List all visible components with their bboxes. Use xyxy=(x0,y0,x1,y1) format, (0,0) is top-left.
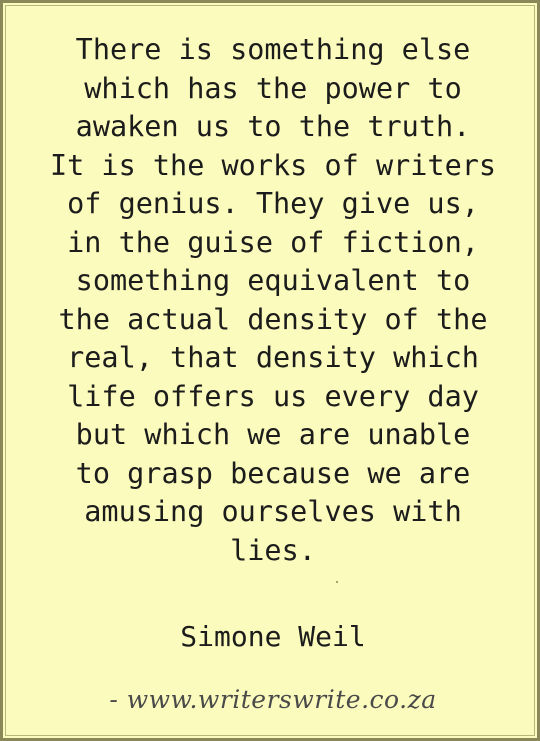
quote-line: real, that density which xyxy=(67,341,479,374)
quote-line: the actual density of the xyxy=(58,302,488,336)
quote-line: There is something else xyxy=(75,33,471,66)
website-credit: - www.writerswrite.co.za xyxy=(109,685,437,714)
quote-line: awaken us to the truth. xyxy=(75,110,471,143)
quote-line: in the guise of fiction, xyxy=(67,225,479,259)
quote-line: but which we are unable xyxy=(75,418,471,451)
quote-author: Simone Weil xyxy=(180,620,366,653)
quote-line: It is the works of writers xyxy=(49,148,497,182)
quote-line: of genius. They give us, xyxy=(67,187,479,220)
quote-line: which has the power to xyxy=(84,71,462,105)
quote-line: life offers us every day xyxy=(67,379,479,413)
quote-line: to grasp because we are xyxy=(75,456,471,490)
quote-line: amusing ourselves with xyxy=(84,495,462,528)
quote-line: something equivalent to xyxy=(75,264,471,297)
paper-speck xyxy=(336,581,338,583)
quote-line: lies. xyxy=(230,533,316,567)
quote-text xyxy=(13,31,533,570)
